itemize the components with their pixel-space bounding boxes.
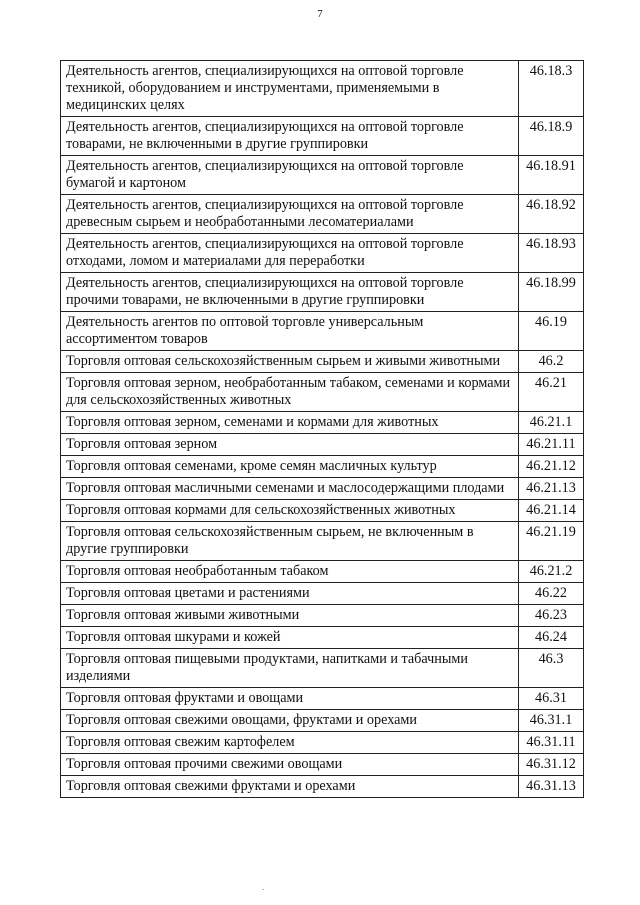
- table-row: [61, 478, 584, 500]
- activity-name: Торговля оптовая свежим картофелем: [61, 732, 519, 754]
- activity-name: Деятельность агентов, специализирующихся на оптовой торговле прочими товарами, не включенными в другие группировки: [61, 273, 519, 312]
- activity-code: 46.31.13: [519, 776, 584, 798]
- activity-name: Торговля оптовая свежими овощами, фруктами и орехами: [61, 710, 519, 732]
- table-row: [61, 234, 584, 273]
- activity-name: Торговля оптовая сельскохозяйственным сырьем и живыми животными: [61, 351, 519, 373]
- activity-code: 46.21.14: [519, 500, 584, 522]
- activity-code: 46.18.3: [519, 61, 584, 117]
- activity-code: 46.21.11: [519, 434, 584, 456]
- table-row: [61, 412, 584, 434]
- activity-code: 46.24: [519, 627, 584, 649]
- table-row: [61, 61, 584, 117]
- activity-name: Торговля оптовая свежими фруктами и орехами: [61, 776, 519, 798]
- table-row: [61, 117, 584, 156]
- activity-code: 46.21.2: [519, 561, 584, 583]
- activity-code: 46.19: [519, 312, 584, 351]
- activity-name: Торговля оптовая пищевыми продуктами, напитками и табачными изделиями: [61, 649, 519, 688]
- activity-code: 46.21: [519, 373, 584, 412]
- activity-name: Торговля оптовая фруктами и овощами: [61, 688, 519, 710]
- activity-name: Торговля оптовая живыми животными: [61, 605, 519, 627]
- activity-name: Деятельность агентов, специализирующихся на оптовой торговле техникой, оборудованием и инструментами, применяемыми в медицинских целях: [61, 61, 519, 117]
- activity-name: Торговля оптовая масличными семенами и маслосодержащими плодами: [61, 478, 519, 500]
- activity-name: Деятельность агентов, специализирующихся на оптовой торговле древесным сырьем и необработанными лесоматериалами: [61, 195, 519, 234]
- table-row: [61, 273, 584, 312]
- table-row: [61, 649, 584, 688]
- table-row: [61, 195, 584, 234]
- table-row: [61, 688, 584, 710]
- activity-code: 46.31.12: [519, 754, 584, 776]
- activity-name: Торговля оптовая цветами и растениями: [61, 583, 519, 605]
- activity-name: Торговля оптовая необработанным табаком: [61, 561, 519, 583]
- activity-code: 46.18.9: [519, 117, 584, 156]
- table-row: [61, 627, 584, 649]
- table-row: [61, 583, 584, 605]
- table-row: [61, 312, 584, 351]
- activity-name: Торговля оптовая шкурами и кожей: [61, 627, 519, 649]
- activity-code: 46.31.1: [519, 710, 584, 732]
- activity-code: 46.22: [519, 583, 584, 605]
- activity-code: 46.21.12: [519, 456, 584, 478]
- activity-code: 46.31.11: [519, 732, 584, 754]
- activity-code: 46.18.91: [519, 156, 584, 195]
- activity-name: Торговля оптовая кормами для сельскохозяйственных животных: [61, 500, 519, 522]
- activity-code: 46.18.92: [519, 195, 584, 234]
- table-row: [61, 351, 584, 373]
- table-row: [61, 605, 584, 627]
- table-row: [61, 456, 584, 478]
- activity-code: 46.21.1: [519, 412, 584, 434]
- table-row: [61, 754, 584, 776]
- activity-name: Торговля оптовая сельскохозяйственным сырьем, не включенным в другие группировки: [61, 522, 519, 561]
- table-row: [61, 373, 584, 412]
- activity-code: 46.23: [519, 605, 584, 627]
- table-row: [61, 500, 584, 522]
- table-row: [61, 732, 584, 754]
- activity-code: 46.18.99: [519, 273, 584, 312]
- activity-code-table: [60, 60, 584, 798]
- activity-code: 46.3: [519, 649, 584, 688]
- activity-code: 46.2: [519, 351, 584, 373]
- page-number: 7: [317, 8, 323, 20]
- activity-name: Торговля оптовая зерном, необработанным табаком, семенами и кормами для сельскохозяйственных животных: [61, 373, 519, 412]
- table-row: [61, 434, 584, 456]
- activity-code: 46.31: [519, 688, 584, 710]
- table-row: [61, 156, 584, 195]
- scan-speck: [262, 889, 264, 890]
- table-row: [61, 522, 584, 561]
- table-row: [61, 561, 584, 583]
- activity-name: Торговля оптовая прочими свежими овощами: [61, 754, 519, 776]
- activity-name: Торговля оптовая зерном, семенами и кормами для животных: [61, 412, 519, 434]
- activity-name: Деятельность агентов по оптовой торговле универсальным ассортиментом товаров: [61, 312, 519, 351]
- activity-code: 46.21.19: [519, 522, 584, 561]
- activity-code: 46.21.13: [519, 478, 584, 500]
- table-body: [61, 61, 584, 798]
- activity-code: 46.18.93: [519, 234, 584, 273]
- table-row: [61, 776, 584, 798]
- table-row: [61, 710, 584, 732]
- activity-name: Торговля оптовая зерном: [61, 434, 519, 456]
- activity-name: Деятельность агентов, специализирующихся на оптовой торговле бумагой и картоном: [61, 156, 519, 195]
- activity-name: Деятельность агентов, специализирующихся на оптовой торговле отходами, ломом и материалами для переработки: [61, 234, 519, 273]
- activity-name: Торговля оптовая семенами, кроме семян масличных культур: [61, 456, 519, 478]
- activity-name: Деятельность агентов, специализирующихся на оптовой торговле товарами, не включенными в другие группировки: [61, 117, 519, 156]
